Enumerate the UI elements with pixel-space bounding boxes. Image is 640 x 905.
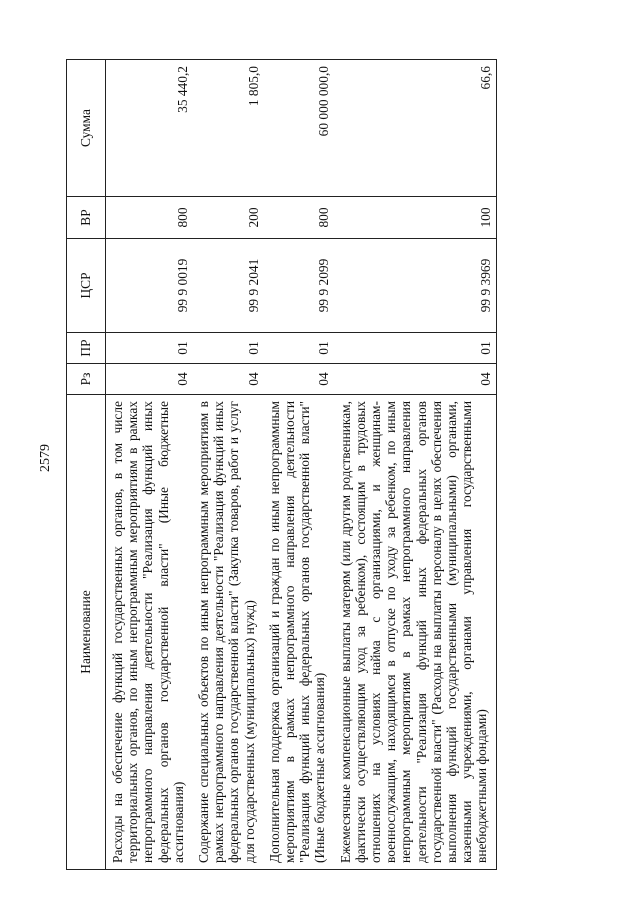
header-pr: ПР [67,333,106,364]
page-number: 2579 [38,444,53,472]
row-csr: 99 9 2041 [192,239,263,333]
table-row [263,60,334,870]
table-row [192,60,263,870]
row-csr: 99 9 0019 [106,239,193,333]
rotated-table-container [66,60,613,870]
row-rz: 04 [106,364,193,395]
row-rz: 04 [334,364,497,395]
header-rz: Рз [67,364,106,395]
row-pr: 01 [334,333,497,364]
row-pr: 01 [192,333,263,364]
row-name: Ежемесячные компенсационные выплаты матерям (или другим родственникам, фактически осуществляющим уход за ребенком), состоящим в трудовых отношениях на условиях найма с организациями, и женщинам-военнослужащим, находящимся в отпуске по уходу за ребенком, по иным непрограммным мероприятиям в рамках непрограммного направления деятельности "Реализация функций иных федеральных органов государственной власти" (Расходы на выплаты персоналу в целях обеспечения выполнения функций государственными (муниципальными) органами, казенными учреждениями, органами управления государственными внебюджетными фондами) [334,395,497,870]
header-sum: Сумма [67,60,106,197]
row-name: Дополнительная поддержка организаций и граждан по иным непрограммным мероприятиям в рамках непрограммного направления деятельности "Реализация функций иных федеральных органов государственной власти" (Иные бюджетные ассигнования) [263,395,334,870]
row-rz: 04 [263,364,334,395]
row-pr: 01 [106,333,193,364]
row-vr: 200 [192,197,263,239]
table-row [334,60,497,870]
row-vr: 800 [263,197,334,239]
header-csr: ЦСР [67,239,106,333]
row-sum: 66,6 [334,60,497,197]
row-rz: 04 [192,364,263,395]
row-sum: 1 805,0 [192,60,263,197]
row-name: Содержание специальных объектов по иным непрограммным мероприятиям в рамках непрограммного направления деятельности "Реализация функций иных федеральных органов государственной власти" (Закупка товаров, работ и услуг для государственных (муниципальных) нужд) [192,395,263,870]
header-name: Наименование [67,395,106,870]
row-sum: 35 440,2 [106,60,193,197]
row-vr: 100 [334,197,497,239]
row-vr: 800 [106,197,193,239]
budget-table [66,59,497,870]
row-sum: 60 000 000,0 [263,60,334,197]
row-name: Расходы на обеспечение функций государственных органов, в том числе территориальных органов, по иным непрограммным мероприятиям в рамках непрограммного направления деятельности "Реализация функций иных федеральных органов государственной власти" (Иные бюджетные ассигнования) [106,395,193,870]
table-row [106,60,193,870]
row-pr: 01 [263,333,334,364]
row-csr: 99 9 3969 [334,239,497,333]
row-csr: 99 9 2099 [263,239,334,333]
header-vr: ВР [67,197,106,239]
table-header-row [67,60,106,870]
